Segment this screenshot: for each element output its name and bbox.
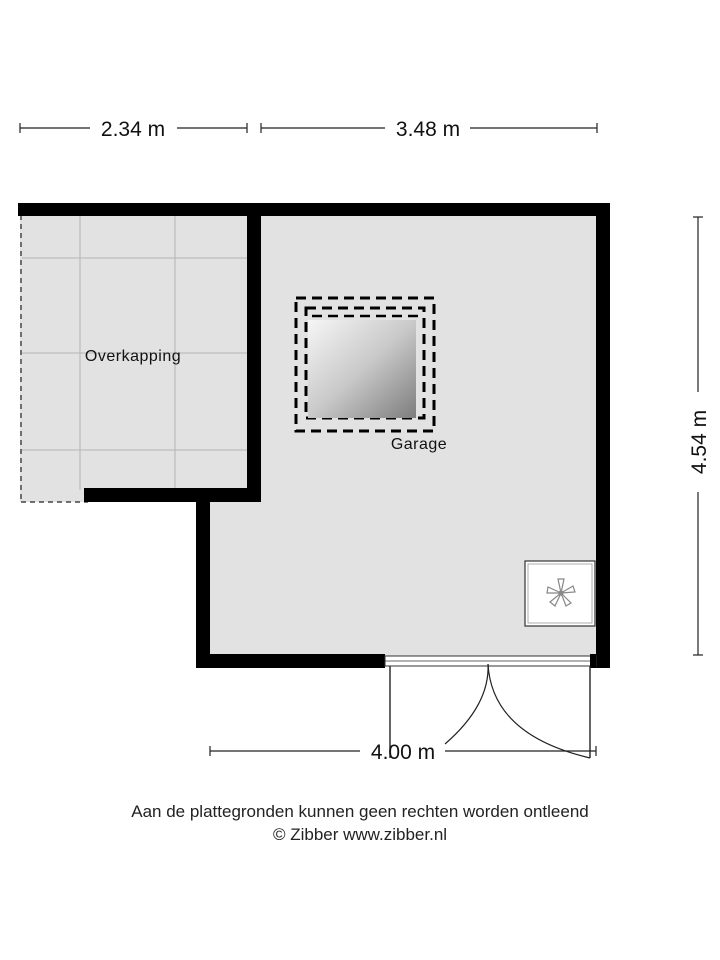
wall-left-garage	[196, 502, 210, 668]
dimension-label-top-right: 3.48 m	[395, 118, 461, 141]
room-label-garage: Garage	[390, 436, 448, 453]
dimension-label-right: 4.54 m	[688, 409, 711, 475]
wall-bottom	[196, 654, 385, 668]
heater-icon	[525, 561, 595, 626]
door-swing-right	[488, 664, 590, 758]
dimension-label-top-left: 2.34 m	[100, 118, 166, 141]
dimension-label-bottom: 4.00 m	[370, 741, 436, 764]
wall-inner-horizontal	[84, 488, 261, 502]
wall-top	[18, 203, 610, 216]
wall-right	[596, 203, 610, 668]
door-swing-left	[445, 664, 488, 744]
wall-inner-vertical	[247, 215, 261, 502]
disclaimer-text: Aan de plattegronden kunnen geen rechten worden ontleend	[131, 802, 589, 821]
room-label-overkapping: Overkapping	[84, 348, 182, 365]
copyright-text: © Zibber www.zibber.nl	[272, 825, 448, 844]
